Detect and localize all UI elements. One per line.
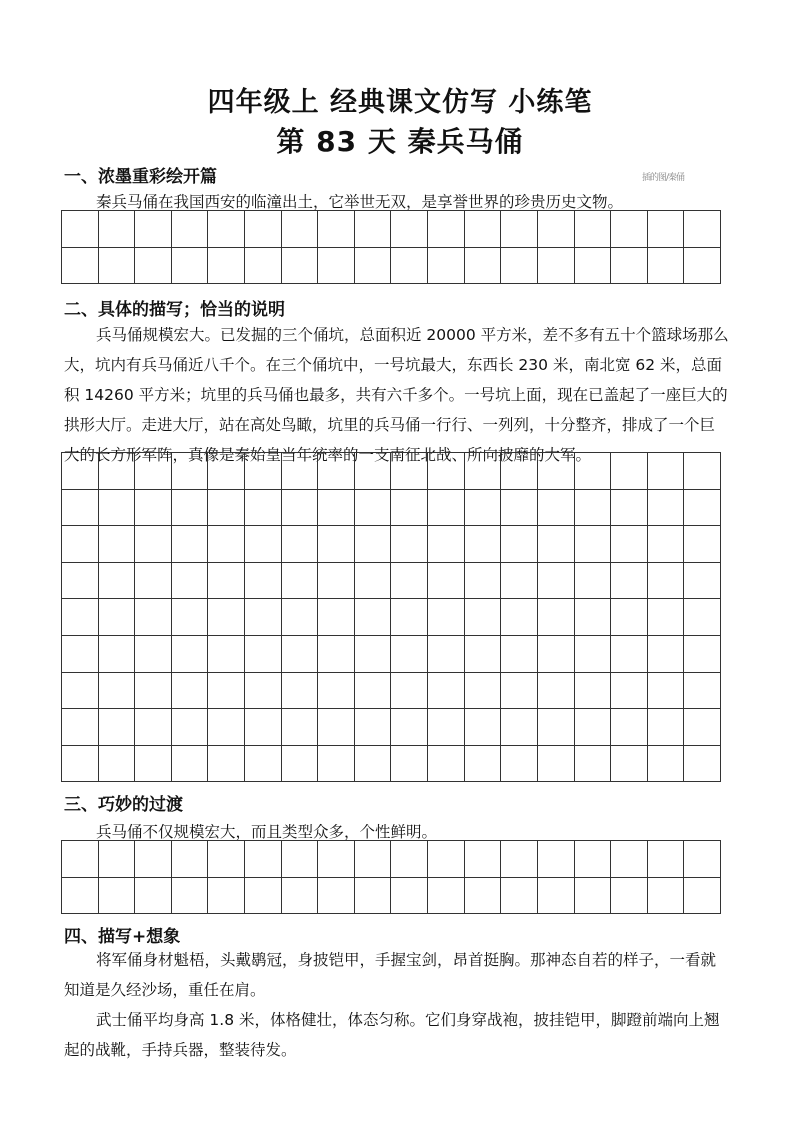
writing-grid-3[interactable]	[61, 840, 721, 914]
grid-cell[interactable]	[428, 248, 465, 285]
grid-cell[interactable]	[318, 878, 355, 915]
grid-cell[interactable]	[135, 526, 172, 563]
grid-cell[interactable]	[172, 878, 209, 915]
grid-cell[interactable]	[208, 878, 245, 915]
page-subtitle: 第 83 天 秦兵马俑	[276, 125, 524, 158]
grid-cell[interactable]	[538, 636, 575, 673]
grid-cell[interactable]	[62, 636, 99, 673]
grid-cell[interactable]	[648, 211, 685, 248]
grid-cell[interactable]	[62, 526, 99, 563]
grid-cell[interactable]	[282, 563, 319, 600]
grid-cell[interactable]	[391, 841, 428, 878]
grid-cell[interactable]	[245, 211, 282, 248]
grid-cell[interactable]	[648, 453, 685, 490]
writing-grid-2[interactable]	[61, 452, 721, 782]
grid-cell[interactable]	[355, 636, 392, 673]
grid-cell[interactable]	[501, 211, 538, 248]
grid-cell[interactable]	[391, 211, 428, 248]
grid-cell[interactable]	[172, 211, 209, 248]
grid-cell[interactable]	[318, 211, 355, 248]
grid-cell[interactable]	[428, 453, 465, 490]
grid-cell[interactable]	[355, 746, 392, 783]
grid-cell[interactable]	[208, 841, 245, 878]
grid-cell[interactable]	[611, 709, 648, 746]
grid-cell[interactable]	[172, 746, 209, 783]
grid-cell[interactable]	[282, 248, 319, 285]
grid-cell[interactable]	[99, 526, 136, 563]
grid-cell[interactable]	[355, 453, 392, 490]
grid-cell[interactable]	[538, 490, 575, 527]
grid-cell[interactable]	[428, 490, 465, 527]
grid-cell[interactable]	[318, 709, 355, 746]
grid-cell[interactable]	[318, 248, 355, 285]
grid-cell[interactable]	[282, 673, 319, 710]
grid-cell[interactable]	[611, 563, 648, 600]
grid-cell[interactable]	[575, 526, 612, 563]
grid-cell[interactable]	[245, 248, 282, 285]
grid-cell[interactable]	[135, 709, 172, 746]
grid-cell[interactable]	[648, 636, 685, 673]
grid-cell[interactable]	[648, 526, 685, 563]
grid-cell[interactable]	[208, 453, 245, 490]
section-1-heading: 一、浓墨重彩绘开篇	[64, 167, 217, 187]
section-4-paragraph-2: 武士俑平均身高 1.8 米，体格健壮，体态匀称。它们身穿战袍，披挂铠甲，脚蹬前端向上翘起的战靴，手持兵器，整装待发。	[64, 1011, 720, 1059]
grid-cell[interactable]	[318, 841, 355, 878]
grid-cell[interactable]	[611, 673, 648, 710]
grid-cell[interactable]	[501, 599, 538, 636]
grid-cell[interactable]	[245, 841, 282, 878]
grid-cell[interactable]	[62, 841, 99, 878]
grid-cell[interactable]	[282, 878, 319, 915]
grid-cell[interactable]	[208, 211, 245, 248]
grid-cell[interactable]	[538, 599, 575, 636]
grid-cell[interactable]	[575, 636, 612, 673]
grid-cell[interactable]	[538, 248, 575, 285]
grid-cell[interactable]	[99, 746, 136, 783]
grid-cell[interactable]	[172, 841, 209, 878]
grid-cell[interactable]	[501, 248, 538, 285]
grid-cell[interactable]	[538, 673, 575, 710]
grid-cell[interactable]	[465, 526, 502, 563]
grid-cell[interactable]	[391, 636, 428, 673]
grid-cell[interactable]	[538, 211, 575, 248]
grid-cell[interactable]	[99, 248, 136, 285]
grid-cell[interactable]	[245, 878, 282, 915]
grid-cell[interactable]	[99, 211, 136, 248]
grid-cell[interactable]	[391, 673, 428, 710]
grid-cell[interactable]	[391, 878, 428, 915]
grid-cell[interactable]	[611, 211, 648, 248]
grid-cell[interactable]	[575, 211, 612, 248]
grid-cell[interactable]	[62, 211, 99, 248]
grid-cell[interactable]	[318, 599, 355, 636]
grid-cell[interactable]	[428, 636, 465, 673]
grid-cell[interactable]	[99, 563, 136, 600]
grid-cell[interactable]	[172, 490, 209, 527]
grid-cell[interactable]	[684, 673, 721, 710]
grid-cell[interactable]	[355, 841, 392, 878]
grid-cell[interactable]	[501, 526, 538, 563]
grid-cell[interactable]	[465, 599, 502, 636]
grid-cell[interactable]	[428, 526, 465, 563]
grid-cell[interactable]	[611, 746, 648, 783]
grid-cell[interactable]	[62, 878, 99, 915]
section-2-paragraph	[64, 320, 730, 470]
grid-cell[interactable]	[135, 673, 172, 710]
grid-cell[interactable]	[611, 453, 648, 490]
grid-cell[interactable]	[355, 563, 392, 600]
grid-cell[interactable]	[282, 746, 319, 783]
grid-cell[interactable]	[648, 490, 685, 527]
grid-cell[interactable]	[282, 709, 319, 746]
grid-cell[interactable]	[538, 563, 575, 600]
grid-cell[interactable]	[245, 636, 282, 673]
grid-cell[interactable]	[428, 673, 465, 710]
grid-cell[interactable]	[684, 563, 721, 600]
grid-cell[interactable]	[355, 490, 392, 527]
grid-cell[interactable]	[135, 599, 172, 636]
grid-cell[interactable]	[318, 636, 355, 673]
grid-cell[interactable]	[99, 841, 136, 878]
grid-cell[interactable]	[428, 599, 465, 636]
grid-cell[interactable]	[538, 746, 575, 783]
grid-cell[interactable]	[611, 599, 648, 636]
grid-cell[interactable]	[575, 453, 612, 490]
section-2-text: 兵马俑规模宏大。已发掘的三个俑坑，总面积近 20000 平方米，差不多有五十个篮球场那么大，坑内有兵马俑近八千个。在三个俑坑中，一号坑最大，东西长 230 米，南北宽 62 米，总面积 14260 平方米；坑里的兵马俑也最多，共有六千多个。一号坑上面，现在已盖起了一座巨大的拱形大厅。走进大厅，站在高处鸟瞰，坑里的兵马俑一行行、一列列，十分整齐，排成了一个巨大的长方形军阵，真像是秦始皇当年统率的一支南征北战、所向披靡的大军。	[64, 326, 729, 464]
grid-cell[interactable]	[355, 709, 392, 746]
grid-cell[interactable]	[208, 709, 245, 746]
grid-cell[interactable]	[648, 563, 685, 600]
section-4-paragraph-1: 将军俑身材魁梧，头戴鹖冠，身披铠甲，手握宝剑，昂首挺胸。那神态自若的样子，一看就知道是久经沙场，重任在肩。	[64, 951, 717, 999]
grid-cell[interactable]	[501, 490, 538, 527]
grid-cell[interactable]	[135, 453, 172, 490]
grid-cell[interactable]	[684, 599, 721, 636]
grid-cell[interactable]	[135, 841, 172, 878]
grid-cell[interactable]	[282, 490, 319, 527]
grid-cell[interactable]	[684, 878, 721, 915]
grid-cell[interactable]	[465, 453, 502, 490]
grid-cell[interactable]	[391, 490, 428, 527]
grid-cell[interactable]	[99, 673, 136, 710]
grid-cell[interactable]	[575, 841, 612, 878]
grid-cell[interactable]	[465, 841, 502, 878]
grid-cell[interactable]	[465, 878, 502, 915]
grid-cell[interactable]	[575, 490, 612, 527]
grid-cell[interactable]	[611, 636, 648, 673]
grid-cell[interactable]	[208, 526, 245, 563]
grid-cell[interactable]	[391, 599, 428, 636]
grid-cell[interactable]	[575, 746, 612, 783]
grid-cell[interactable]	[135, 248, 172, 285]
grid-cell[interactable]	[575, 248, 612, 285]
grid-cell[interactable]	[355, 526, 392, 563]
grid-cell[interactable]	[135, 636, 172, 673]
grid-cell[interactable]	[684, 490, 721, 527]
grid-cell[interactable]	[465, 636, 502, 673]
grid-cell[interactable]	[575, 709, 612, 746]
grid-cell[interactable]	[428, 841, 465, 878]
section-1-text: 秦兵马俑在我国西安的临潼出土，它举世无双，是享誉世界的珍贵历史文物。	[96, 193, 624, 211]
grid-cell[interactable]	[282, 211, 319, 248]
grid-cell[interactable]	[62, 673, 99, 710]
grid-cell[interactable]	[99, 453, 136, 490]
grid-cell[interactable]	[501, 841, 538, 878]
grid-cell[interactable]	[172, 563, 209, 600]
grid-cell[interactable]	[135, 211, 172, 248]
grid-cell[interactable]	[135, 746, 172, 783]
grid-cell[interactable]	[391, 526, 428, 563]
grid-cell[interactable]	[245, 563, 282, 600]
grid-cell[interactable]	[684, 709, 721, 746]
grid-cell[interactable]	[318, 526, 355, 563]
grid-cell[interactable]	[99, 878, 136, 915]
grid-cell[interactable]	[428, 746, 465, 783]
grid-cell[interactable]	[208, 599, 245, 636]
grid-cell[interactable]	[172, 599, 209, 636]
grid-cell[interactable]	[428, 878, 465, 915]
grid-cell[interactable]	[208, 636, 245, 673]
grid-cell[interactable]	[648, 878, 685, 915]
grid-cell[interactable]	[172, 248, 209, 285]
grid-cell[interactable]	[538, 841, 575, 878]
grid-cell[interactable]	[391, 709, 428, 746]
grid-cell[interactable]	[62, 563, 99, 600]
grid-cell[interactable]	[611, 248, 648, 285]
grid-cell[interactable]	[245, 526, 282, 563]
grid-cell[interactable]	[501, 636, 538, 673]
grid-cell[interactable]	[172, 673, 209, 710]
section-4-paragraphs	[64, 945, 730, 1065]
grid-cell[interactable]	[135, 563, 172, 600]
grid-cell[interactable]	[172, 453, 209, 490]
grid-cell[interactable]	[99, 636, 136, 673]
grid-cell[interactable]	[648, 673, 685, 710]
grid-cell[interactable]	[501, 746, 538, 783]
grid-cell[interactable]	[465, 248, 502, 285]
grid-cell[interactable]	[648, 841, 685, 878]
grid-cell[interactable]	[318, 746, 355, 783]
grid-cell[interactable]	[648, 599, 685, 636]
grid-cell[interactable]	[208, 490, 245, 527]
grid-cell[interactable]	[465, 746, 502, 783]
grid-cell[interactable]	[245, 746, 282, 783]
grid-cell[interactable]	[172, 709, 209, 746]
grid-cell[interactable]	[465, 490, 502, 527]
grid-cell[interactable]	[575, 563, 612, 600]
grid-cell[interactable]	[611, 841, 648, 878]
grid-cell[interactable]	[611, 490, 648, 527]
grid-cell[interactable]	[282, 453, 319, 490]
grid-cell[interactable]	[245, 490, 282, 527]
grid-cell[interactable]	[355, 878, 392, 915]
grid-cell[interactable]	[465, 709, 502, 746]
grid-cell[interactable]	[135, 490, 172, 527]
grid-cell[interactable]	[318, 563, 355, 600]
grid-cell[interactable]	[282, 526, 319, 563]
grid-cell[interactable]	[575, 878, 612, 915]
grid-cell[interactable]	[538, 453, 575, 490]
section-2-heading: 二、具体的描写；恰当的说明	[64, 300, 285, 320]
grid-cell[interactable]	[62, 746, 99, 783]
corner-note: 插的图/秦俑	[642, 173, 685, 183]
grid-cell[interactable]	[355, 248, 392, 285]
grid-cell[interactable]	[245, 709, 282, 746]
grid-cell[interactable]	[318, 490, 355, 527]
grid-cell[interactable]	[684, 841, 721, 878]
grid-cell[interactable]	[318, 453, 355, 490]
grid-cell[interactable]	[684, 248, 721, 285]
grid-cell[interactable]	[428, 563, 465, 600]
grid-cell[interactable]	[575, 673, 612, 710]
grid-cell[interactable]	[648, 248, 685, 285]
grid-cell[interactable]	[318, 673, 355, 710]
grid-cell[interactable]	[391, 248, 428, 285]
grid-cell[interactable]	[501, 673, 538, 710]
grid-cell[interactable]	[538, 526, 575, 563]
grid-cell[interactable]	[391, 563, 428, 600]
grid-cell[interactable]	[391, 746, 428, 783]
grid-cell[interactable]	[575, 599, 612, 636]
grid-cell[interactable]	[245, 599, 282, 636]
grid-cell[interactable]	[62, 490, 99, 527]
grid-cell[interactable]	[684, 211, 721, 248]
grid-cell[interactable]	[62, 709, 99, 746]
grid-cell[interactable]	[99, 490, 136, 527]
grid-cell[interactable]	[465, 211, 502, 248]
grid-cell[interactable]	[355, 211, 392, 248]
section-3-text: 兵马俑不仅规模宏大，而且类型众多，个性鲜明。	[96, 823, 438, 841]
grid-cell[interactable]	[684, 636, 721, 673]
grid-cell[interactable]	[428, 709, 465, 746]
grid-cell[interactable]	[501, 563, 538, 600]
grid-cell[interactable]	[135, 878, 172, 915]
grid-cell[interactable]	[245, 673, 282, 710]
grid-cell[interactable]	[355, 599, 392, 636]
grid-cell[interactable]	[648, 746, 685, 783]
grid-cell[interactable]	[684, 453, 721, 490]
grid-cell[interactable]	[62, 248, 99, 285]
grid-cell[interactable]	[501, 878, 538, 915]
grid-cell[interactable]	[648, 709, 685, 746]
section-3-heading: 三、巧妙的过渡	[64, 795, 183, 815]
grid-cell[interactable]	[538, 878, 575, 915]
grid-cell[interactable]	[99, 599, 136, 636]
grid-cell[interactable]	[99, 709, 136, 746]
grid-cell[interactable]	[282, 599, 319, 636]
grid-cell[interactable]	[208, 563, 245, 600]
grid-cell[interactable]	[611, 526, 648, 563]
grid-cell[interactable]	[208, 673, 245, 710]
grid-cell[interactable]	[282, 636, 319, 673]
grid-cell[interactable]	[62, 453, 99, 490]
grid-cell[interactable]	[208, 746, 245, 783]
grid-cell[interactable]	[391, 453, 428, 490]
grid-cell[interactable]	[355, 673, 392, 710]
section-4-heading: 四、描写+想象	[64, 927, 181, 947]
grid-cell[interactable]	[282, 841, 319, 878]
grid-cell[interactable]	[684, 526, 721, 563]
grid-cell[interactable]	[208, 248, 245, 285]
grid-cell[interactable]	[62, 599, 99, 636]
writing-grid-1[interactable]	[61, 210, 721, 284]
grid-cell[interactable]	[611, 878, 648, 915]
grid-cell[interactable]	[245, 453, 282, 490]
grid-cell[interactable]	[684, 746, 721, 783]
grid-cell[interactable]	[465, 673, 502, 710]
grid-cell[interactable]	[172, 636, 209, 673]
grid-cell[interactable]	[538, 709, 575, 746]
grid-cell[interactable]	[172, 526, 209, 563]
grid-cell[interactable]	[465, 563, 502, 600]
grid-cell[interactable]	[428, 211, 465, 248]
grid-cell[interactable]	[501, 709, 538, 746]
grid-cell[interactable]	[501, 453, 538, 490]
page-title: 四年级上 经典课文仿写 小练笔	[207, 87, 593, 118]
